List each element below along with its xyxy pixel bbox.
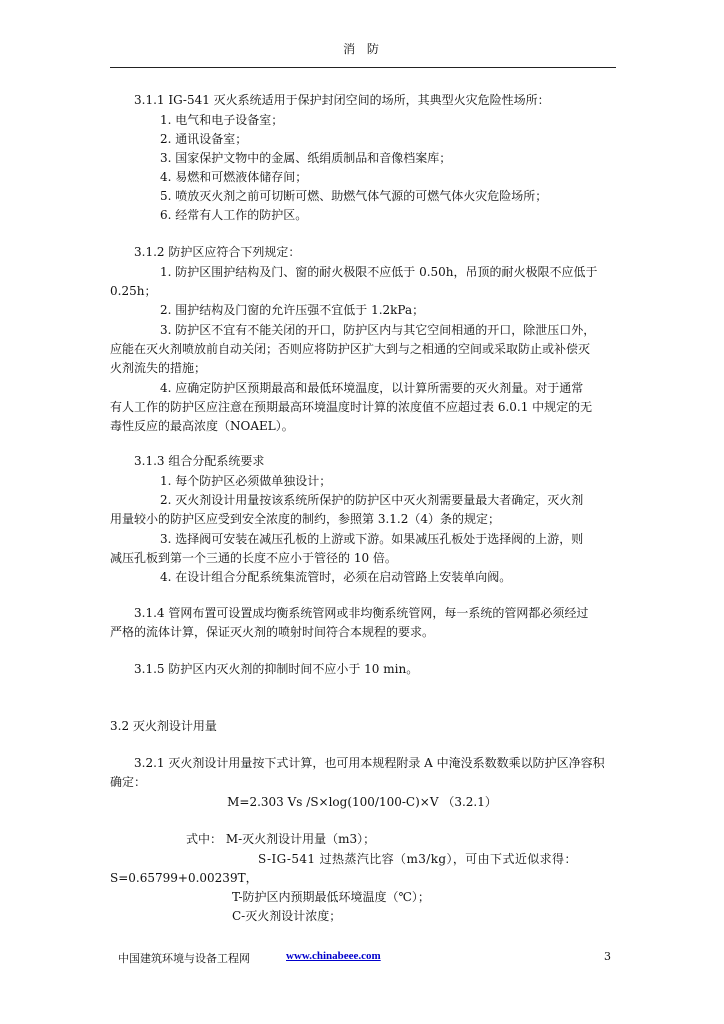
paragraph-line: 3. 防护区不宜有不能关闭的开口，防护区内与其它空间相通的开口，除泄压口外， bbox=[160, 323, 596, 337]
formula-legend: 式中： M-灭火剂设计用量（m3）； bbox=[186, 832, 376, 846]
paragraph-line: 有人工作的防护区应注意在预期最高环境温度时计算的浓度值不应超过表 6.0.1 中规定的无 bbox=[110, 400, 593, 414]
paragraph-line: 2. 灭火剂设计用量按该系统所保护的防护区中灭火剂需要量最大者确定，灭火剂 bbox=[160, 493, 584, 507]
list-item: 3. 国家保护文物中的金属、纸绢质制品和音像档案库； bbox=[160, 151, 452, 165]
list-item: 2. 通讯设备室； bbox=[160, 132, 248, 146]
paragraph-line: 3. 选择阀可安装在减压孔板的上游或下游。如果减压孔板处于选择阀的上游，则 bbox=[160, 532, 584, 546]
list-item: 6. 经常有人工作的防护区。 bbox=[160, 208, 308, 222]
list-item: 5. 喷放灭火剂之前可切断可燃、助燃气体气源的可燃气体火灾危险场所； bbox=[160, 189, 548, 203]
list-item: 4. 易燃和可燃液体储存间； bbox=[160, 170, 308, 184]
formula-legend: T-防护区内预期最低环境温度（℃）； bbox=[232, 890, 430, 904]
paragraph-line: 应能在灭火剂喷放前自动关闭；否则应将防护区扩大到与之相通的空间或采取防止或补偿灭 bbox=[110, 342, 591, 356]
paragraph-line: 1. 防护区围护结构及门、窗的耐火极限不应低于 0.50h，吊顶的耐火极限不应低于 bbox=[160, 265, 598, 279]
section-heading-3-2: 3.2 灭火剂设计用量 bbox=[110, 719, 217, 733]
formula-legend: C-灭火剂设计浓度； bbox=[232, 909, 342, 923]
paragraph-line: 火剂流失的措施； bbox=[110, 361, 207, 375]
paragraph-line: 4. 应确定防护区预期最高和最低环境温度，以计算所需要的灭火剂量。对于通常 bbox=[160, 381, 584, 395]
footer-url-link[interactable]: www.chinabeee.com bbox=[286, 950, 381, 962]
paragraph-line: 0.25h； bbox=[110, 284, 157, 298]
paragraph-line: 毒性反应的最高浓度（NOAEL）。 bbox=[110, 419, 294, 433]
paragraph-line: 1. 每个防护区必须做单独设计； bbox=[160, 474, 332, 488]
paragraph-line: 用量较小的防护区应受到安全浓度的制约，参照第 3.1.2（4）条的规定； bbox=[110, 512, 500, 526]
clause-3-1-3: 3.1.3 组合分配系统要求 bbox=[134, 454, 265, 468]
formula-legend: S-IG-541 过热蒸汽比容（m3/kg），可由下式近似求得： bbox=[258, 852, 577, 866]
paragraph-line: 2. 围护结构及门窗的允许压强不宜低于 1.2kPa； bbox=[160, 303, 425, 317]
list-item: 1. 电气和电子设备室； bbox=[160, 113, 284, 127]
formula-3-2-1: M=2.303 Vs /S×log(100/100-C)×V （3.2.1） bbox=[227, 795, 497, 809]
clause-3-1-1: 3.1.1 IG-541 灭火系统适用于保护封闭空间的场所，其典型火灾危险性场所： bbox=[134, 93, 550, 107]
formula-legend: S=0.65799+0.00239T， bbox=[110, 871, 258, 885]
paragraph-line: 严格的流体计算，保证灭火剂的喷射时间符合本规程的要求。 bbox=[110, 625, 435, 639]
paragraph-line: 4. 在设计组合分配系统集流管时，必须在启动管路上安装单向阀。 bbox=[160, 570, 512, 584]
clause-3-1-2: 3.1.2 防护区应符合下列规定： bbox=[134, 245, 301, 259]
paragraph-line: 减压孔板到第一个三通的长度不应小于管径的 10 倍。 bbox=[110, 551, 397, 565]
page-header: 消 防 bbox=[343, 42, 383, 56]
paragraph-line: 确定： bbox=[110, 775, 147, 789]
clause-3-2-1: 3.2.1 灭火剂设计用量按下式计算，也可用本规程附录 A 中淹没系数数乘以防护区净容积 bbox=[134, 756, 605, 770]
footer-site-name: 中国建筑环境与设备工程网 bbox=[118, 952, 250, 965]
clause-3-1-4: 3.1.4 管网布置可设置成均衡系统管网或非均衡系统管网，每一系统的管网都必须经过 bbox=[134, 606, 589, 620]
page-number: 3 bbox=[604, 950, 611, 963]
header-divider bbox=[110, 67, 616, 68]
clause-3-1-5: 3.1.5 防护区内灭火剂的抑制时间不应小于 10 min。 bbox=[134, 662, 419, 676]
